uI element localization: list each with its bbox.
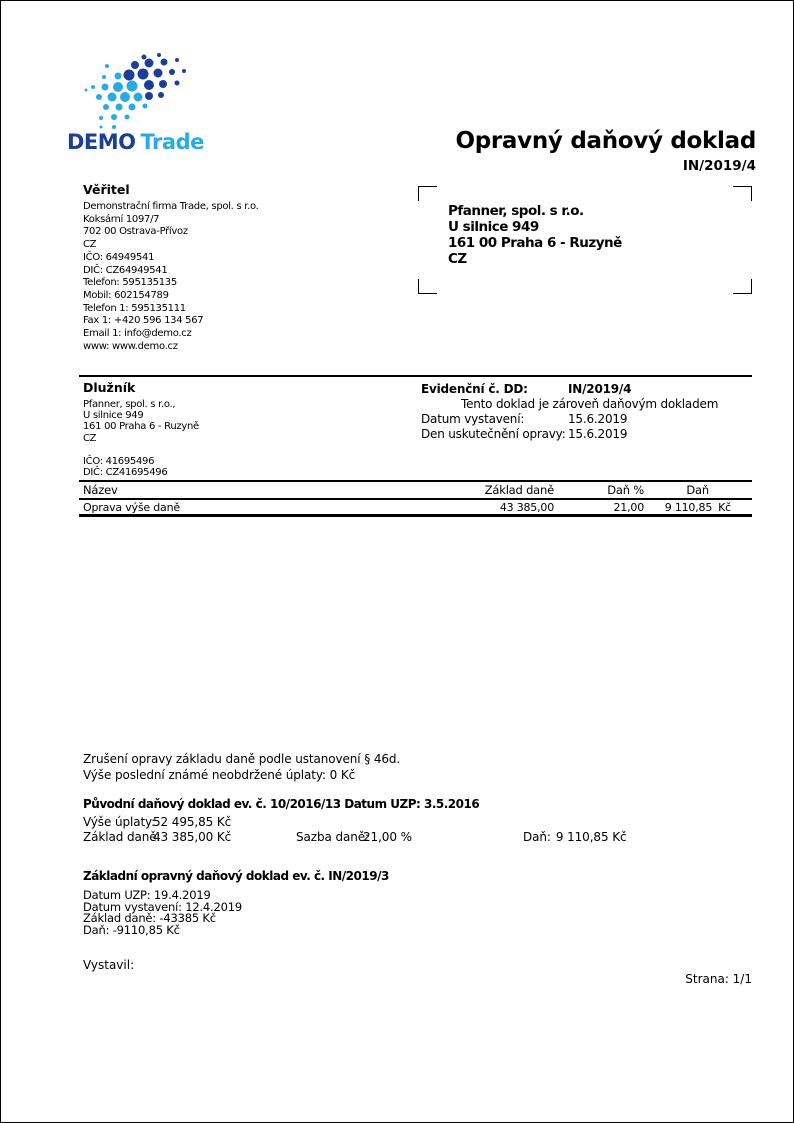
column-header-tax: Daň	[686, 483, 709, 497]
corner-mark-bottom-left-icon	[418, 279, 437, 294]
row-tax-base: 43 385,00	[499, 501, 554, 514]
base-corrective-issue-date: Datum vystavení: 12.4.2019	[83, 899, 242, 914]
issued-by-label: Vystavil:	[83, 958, 135, 972]
creditor-city: 702 00 Ostrava-Přívoz	[83, 226, 188, 238]
tax-label: Daň:	[523, 830, 551, 844]
creditor-company: Demonstrační firma Trade, spol. s r.o.	[83, 201, 259, 212]
corner-mark-top-right-icon	[733, 186, 752, 201]
column-header-tax-base: Základ daně	[484, 483, 554, 497]
note-last-payment: Výše poslední známé neobdržené úplaty: 0 Kč	[83, 767, 356, 782]
original-document-title: Původní daňový doklad ev. č. 10/2016/13 Datum UZP: 3.5.2016	[83, 797, 480, 811]
document-number: IN/2019/4	[682, 158, 756, 174]
column-header-tax-rate: Daň %	[607, 483, 644, 497]
table-top-rule	[79, 480, 752, 482]
creditor-mobile: Mobil: 602154789	[83, 289, 169, 301]
original-document-section	[83, 797, 626, 845]
note-cancellation: Zrušení opravy základu daně podle ustanovení § 46d.	[83, 752, 401, 766]
row-tax-rate: 21,00	[613, 501, 644, 514]
table-header-rule	[79, 498, 752, 500]
debtor-ico: IČO: 41695496	[83, 455, 155, 467]
tax-value: 9 110,85 Kč	[555, 830, 627, 844]
creditor-fax: Fax 1: +420 596 134 567	[83, 315, 204, 327]
evidence-number-value: IN/2019/4	[568, 382, 632, 396]
debtor-dic: DIČ: CZ41695496	[83, 467, 168, 479]
debtor-street: U silnice 949	[83, 410, 144, 422]
base-corrective-tax-base: Základ daně: -43385 Kč	[83, 911, 216, 926]
creditor-www: www: www.demo.cz	[83, 340, 178, 352]
creditor-street: Koksární 1097/7	[83, 213, 160, 225]
creditor-email: Email 1: info@demo.cz	[83, 328, 192, 340]
base-corrective-title: Základní opravný daňový doklad ev. č. IN/2019/3	[83, 869, 389, 883]
corner-mark-top-left-icon	[418, 186, 437, 201]
recipient-company: Pfanner, spol. s r.o.	[448, 203, 584, 219]
recipient-address-box	[418, 186, 752, 294]
debtor-section	[83, 380, 383, 478]
creditor-phone: Telefon: 595135135	[83, 277, 177, 289]
recipient-city: 161 00 Praha 6 - Ruzyně	[448, 235, 622, 251]
page-number: Strana: 1/1	[685, 972, 752, 986]
row-tax-amount	[665, 501, 731, 514]
corner-mark-bottom-right-icon	[733, 279, 752, 294]
creditor-section	[83, 182, 383, 353]
debtor-city: 161 00 Praha 6 - Ruzyně	[83, 421, 199, 433]
tax-rate-value: 21,00 %	[363, 830, 412, 844]
row-item-name: Oprava výše daně	[83, 501, 180, 514]
logo-demo-text: DEMO	[67, 130, 136, 154]
notes-section	[83, 752, 400, 783]
tax-base-value: 43 385,00 Kč	[153, 830, 232, 844]
creditor-dic: DIČ: CZ64949541	[83, 264, 168, 276]
logo-dots-icon	[79, 50, 191, 135]
recipient-street: U silnice 949	[448, 219, 539, 235]
correction-date-label: Den uskutečnění opravy:	[421, 427, 566, 441]
logo-trade-text: Trade	[140, 130, 204, 154]
evidence-section	[421, 382, 752, 442]
row-tax-value: 9 110,85	[664, 501, 713, 514]
recipient-country: CZ	[448, 251, 467, 267]
debtor-label: Dlužník	[83, 380, 136, 395]
payment-amount-label: Výše úplaty:	[83, 815, 156, 829]
tax-base-label: Základ daně:	[83, 830, 161, 844]
issue-date-value: 15.6.2019	[568, 412, 628, 426]
base-corrective-document-section	[83, 869, 389, 937]
row-currency: Kč	[718, 501, 731, 514]
document-title: Opravný daňový doklad	[455, 128, 756, 154]
base-corrective-datum-uzp: Datum UZP: 19.4.2019	[83, 888, 211, 902]
tax-rate-label: Sazba daně:	[296, 830, 369, 844]
payment-amount-value: 52 495,85 Kč	[153, 815, 232, 829]
base-corrective-tax: Daň: -9110,85 Kč	[83, 923, 180, 938]
creditor-label: Věřitel	[83, 182, 130, 197]
table-bottom-rule	[79, 514, 752, 517]
evidence-note: Tento doklad je zároveň daňovým dokladem	[461, 397, 719, 411]
logo-wordmark	[67, 130, 204, 154]
creditor-country: CZ	[83, 239, 97, 251]
column-header-name: Název	[83, 483, 118, 497]
evidence-number-label: Evidenční č. DD:	[421, 382, 528, 396]
recipient-address	[448, 203, 622, 267]
section-divider	[79, 375, 752, 377]
issue-date-label: Datum vystavení:	[421, 412, 525, 426]
creditor-phone1: Telefon 1: 595135111	[83, 302, 186, 314]
debtor-company: Pfanner, spol. s r.o.,	[83, 399, 176, 410]
debtor-country: CZ	[83, 432, 97, 444]
creditor-ico: IČO: 64949541	[83, 251, 155, 263]
correction-date-value: 15.6.2019	[568, 427, 628, 441]
items-table	[79, 480, 752, 517]
